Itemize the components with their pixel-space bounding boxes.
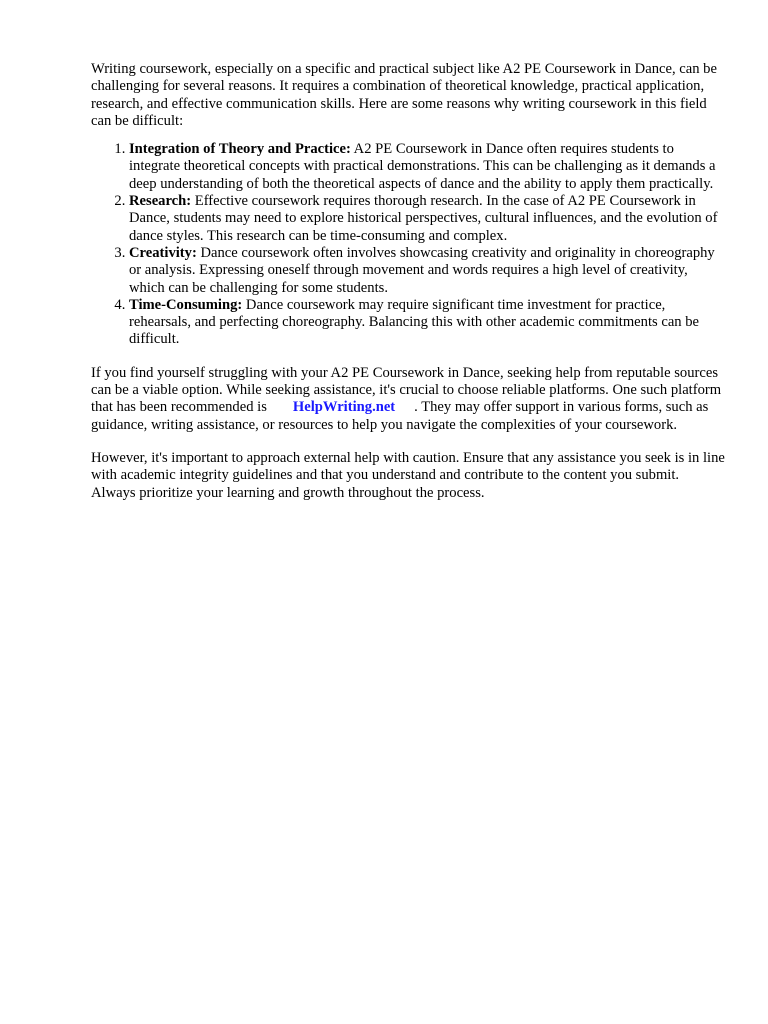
- reason-term: Research:: [129, 193, 192, 210]
- list-item: [129, 245, 725, 297]
- list-item: [129, 141, 725, 193]
- reason-term: Time-Consuming:: [129, 296, 243, 313]
- intro-paragraph: Writing coursework, especially on a specific and practical subject like A2 PE Coursework in Dance, can be challenging for several reasons. It requires a combination of theoretical knowledge, practical application, research, and effective communication skills. Here are some reasons why writing coursework in this field can be difficult:: [91, 61, 717, 129]
- list-item: [129, 297, 725, 349]
- reasons-list: [91, 141, 725, 349]
- reason-term: Integration of Theory and Practice:: [129, 141, 351, 158]
- document-body: [91, 61, 725, 502]
- help-paragraph-before: If you find yourself struggling with your A2 PE Coursework in Dance, seeking help from reputable sources can be a viable option. While seeking assistance, it's crucial to choose reliable platforms. One such platform that has been recommended is: [91, 364, 722, 416]
- reason-text: Dance coursework often involves showcasing creativity and originality in choreography or analysis. Expressing oneself through movement and words requires a high level of creativity, which can be challenging for some students.: [129, 244, 715, 296]
- reason-term: Creativity:: [129, 244, 197, 261]
- reason-text: A2 PE Coursework in Dance often requires students to integrate theoretical concepts with practical demonstrations. This can be challenging as it demands a deep understanding of both the theoretical aspects of dance and the ability to apply them practically.: [129, 141, 716, 192]
- list-item: [129, 193, 725, 245]
- help-paragraph: [91, 365, 725, 434]
- help-paragraph-after: . They may offer support in various forms, such as guidance, writing assistance, or resources to help you navigate the complexities of your coursework.: [91, 399, 709, 433]
- caution-paragraph: However, it's important to approach external help with caution. Ensure that any assistance you seek is in line with academic integrity guidelines and that you understand and contribute to the content you submit. Always prioritize your learning and growth throughout the process.: [91, 449, 725, 501]
- reason-text: Effective coursework requires thorough research. In the case of A2 PE Coursework in Dance, students may need to explore historical perspectives, cultural influences, and the evolution of dance styles. This research can be time-consuming and complex.: [129, 193, 718, 244]
- reason-text: Dance coursework may require significant time investment for practice, rehearsals, and perfecting choreography. Balancing this with other academic commitments can be difficult.: [129, 296, 700, 348]
- helpwriting-link[interactable]: HelpWriting.net: [292, 399, 396, 416]
